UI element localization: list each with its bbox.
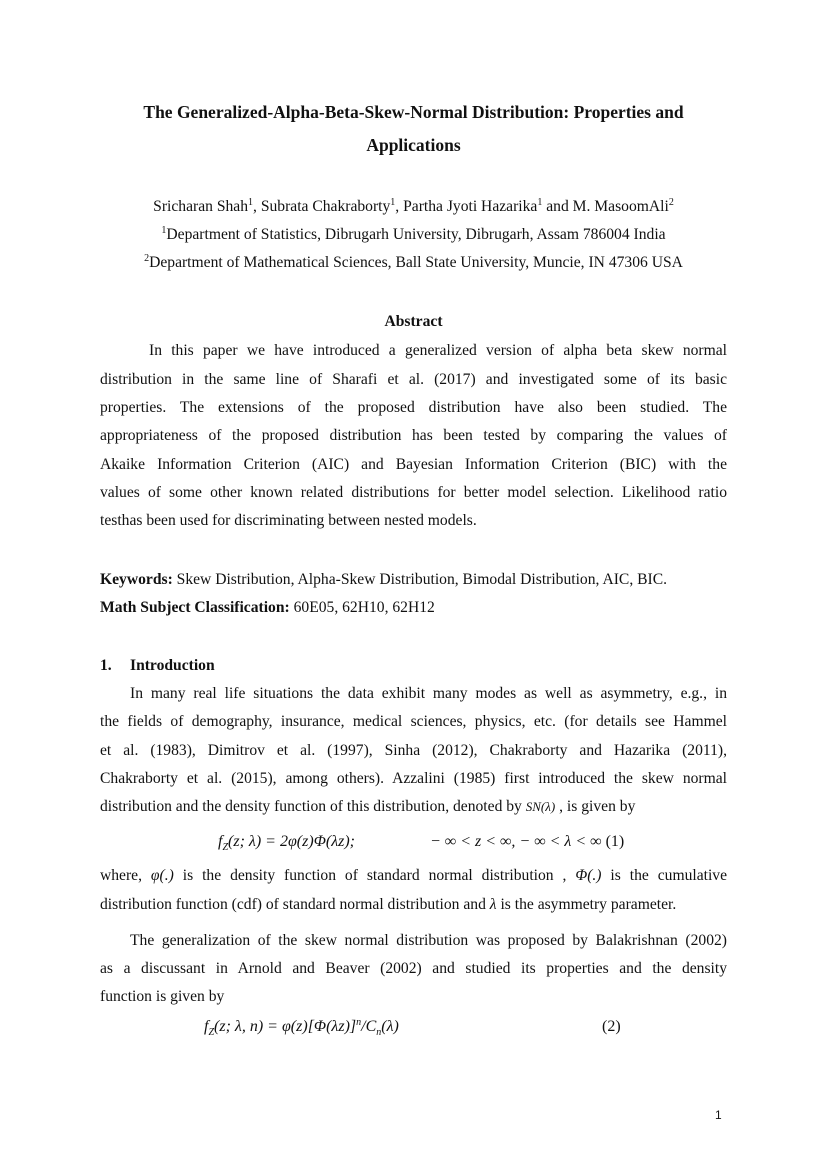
eq-lhs: f (218, 833, 223, 850)
keywords-text: Skew Distribution, Alpha-Skew Distribution, Bimodal Distribution, AIC, BIC. (172, 571, 668, 588)
abstract-line: Akaike Information Criterion (AIC) and Bayesian Information Criterion (BIC) with the (100, 456, 727, 473)
eq-sub: Z (222, 842, 229, 854)
author-name: Partha Jyoti Hazarika (403, 198, 538, 215)
eq-tail: /C (361, 1018, 377, 1035)
msc (100, 598, 727, 618)
abstract-heading: Abstract (384, 313, 443, 330)
text: distribution and the density function of this distribution, denoted by (100, 798, 526, 815)
author-name: Sricharan Shah (153, 198, 249, 215)
section-heading (100, 656, 727, 676)
abstract-line: testhas been used for discriminating between nested models. (100, 512, 477, 529)
eq-sub: n (376, 1027, 382, 1039)
msc-text: 60E05, 62H10, 62H12 (289, 599, 435, 616)
inline-math: Φ(.) (575, 867, 602, 884)
intro-line: the fields of demography, insurance, medical sciences, physics, etc. (for details see Hammel (100, 713, 727, 730)
affiliation-text: Department of Statistics, Dibrugarh University, Dibrugarh, Assam 786004 India (166, 226, 666, 243)
intro-line (100, 797, 727, 817)
eq-body: (z; λ) = 2φ(z)Φ(λz); (228, 833, 356, 850)
author-name: M. MasoomAli (572, 198, 669, 215)
para-line: function is given by (100, 988, 225, 1005)
text: distribution function (cdf) of standard normal distribution and (100, 896, 490, 913)
title-line-2: Applications (366, 135, 461, 155)
eq-power: n (356, 1017, 362, 1028)
inline-math: λ (489, 896, 497, 913)
where-line (100, 866, 727, 886)
authors (100, 197, 727, 217)
equation-2 (204, 1017, 399, 1043)
text: is the asymmetry parameter. (496, 896, 677, 913)
abstract-line: values of some other known related distributions for better model selection. Likelihood ratio (100, 484, 727, 501)
equation-2-number: (2) (602, 1018, 621, 1035)
author-sup: 1 (537, 197, 543, 208)
author-sup: 2 (668, 197, 674, 208)
msc-label: Math Subject Classification: (100, 599, 290, 616)
keywords (100, 570, 727, 590)
abstract-line: appropriateness of the proposed distribution has been tested by comparing the values of (100, 427, 727, 444)
intro-line: In many real life situations the data exhibit many modes as well as asymmetry, e.g., in (130, 685, 727, 702)
eq-lhs: f (204, 1018, 209, 1035)
abstract-line: In this paper we have introduced a generalized version of alpha beta skew normal (149, 342, 727, 359)
inline-math: SN(λ) (525, 799, 556, 814)
eq-sub: Z (208, 1027, 215, 1039)
text: is the density function of standard normal distribution , (173, 867, 576, 884)
inline-math: φ(.) (150, 867, 174, 884)
section-title: Introduction (130, 657, 215, 674)
where-line (100, 895, 727, 915)
affiliation-sup: 1 (161, 225, 167, 236)
affiliation-sup: 2 (144, 253, 150, 264)
eq-tail: (λ) (381, 1018, 399, 1035)
author-name: Subrata Chakraborty (260, 198, 391, 215)
intro-line: et al. (1983), Dimitrov et al. (1997), Sinha (2012), Chakraborty and Hazarika (2011), (100, 742, 727, 759)
title-line-1: The Generalized-Alpha-Beta-Skew-Normal Distribution: Properties and (143, 102, 684, 122)
eq-body: (z; λ, n) = φ(z)[Φ(λz)] (214, 1018, 357, 1035)
sep: and (542, 198, 573, 215)
intro-line: Chakraborty et al. (2015), among others). Azzalini (1985) first introduced the skew normal (100, 770, 727, 787)
para-line: The generalization of the skew normal distribution was proposed by Balakrishnan (2002) (130, 932, 727, 949)
affiliation-2 (100, 253, 727, 273)
keywords-label: Keywords: (100, 571, 173, 588)
affiliation-1 (100, 225, 727, 245)
text: is the cumulative (601, 867, 728, 884)
equation-1-range (430, 832, 624, 852)
eq-range: − ∞ < z < ∞, − ∞ < λ < ∞ (430, 833, 602, 850)
para-line: as a discussant in Arnold and Beaver (2002) and studied its properties and the density (100, 960, 727, 977)
sep: , (253, 198, 261, 215)
abstract-line: distribution in the same line of Sharafi et al. (2017) and investigated some of its basic (100, 371, 727, 388)
text: where, (100, 867, 151, 884)
section-number: 1. (100, 657, 112, 674)
equation-1 (218, 832, 355, 858)
author-sup: 1 (248, 197, 254, 208)
eq-number: (1) (605, 833, 625, 850)
page-number: 1 (715, 1108, 722, 1122)
sep: , (395, 198, 404, 215)
author-sup: 1 (390, 197, 396, 208)
affiliation-text: Department of Mathematical Sciences, Ball State University, Muncie, IN 47306 USA (149, 254, 683, 271)
abstract-line: properties. The extensions of the proposed distribution have also been studied. The (100, 399, 727, 416)
text: , is given by (555, 798, 636, 815)
